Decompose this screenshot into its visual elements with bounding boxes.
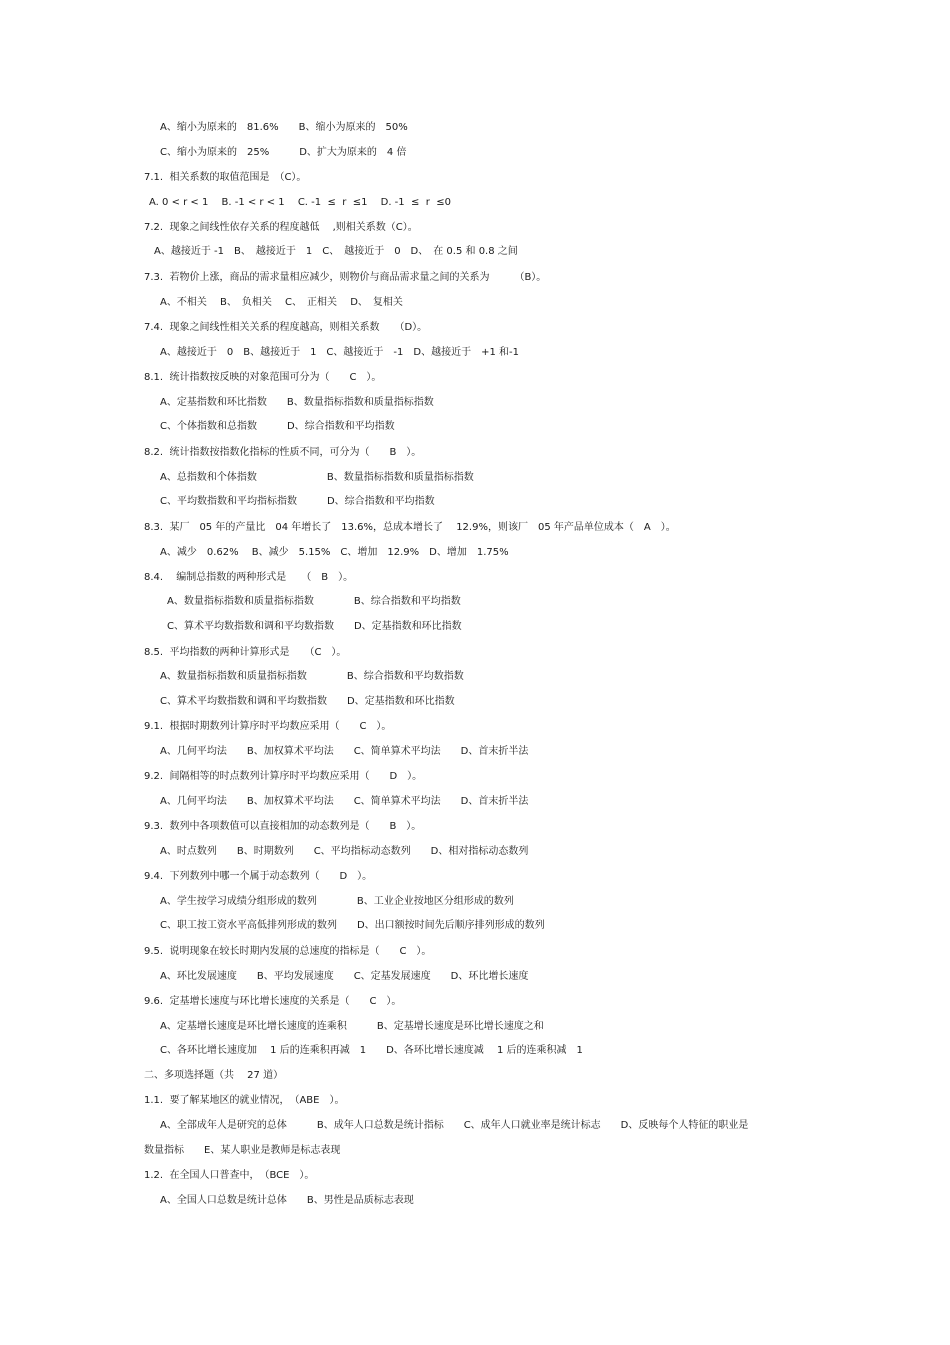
question-line: 8.3. 某厂 05 年的产量比 04 年增长了 13.6%，总成本增长了 12.9%，则该厂 05 年产品单位成本（ A ）。 <box>144 522 676 533</box>
option-line: A、学生按学习成绩分组形成的数列 B、工业企业按地区分组形成的数列 <box>160 896 514 907</box>
option-line: A、全国人口总数是统计总体 B、男性是品质标志表现 <box>160 1195 414 1206</box>
question-line: 9.5. 说明现象在较长时期内发展的总速度的指标是（ C ）。 <box>144 946 432 957</box>
question-line: 7.4. 现象之间线性相关关系的程度越高，则相关系数 （D）。 <box>144 322 428 333</box>
option-line: A、总指数和个体指数 B、数量指标指数和质量指标指数 <box>160 472 474 483</box>
question-line: 9.1. 根据时期数列计算序时平均数应采用（ C ）。 <box>144 721 392 732</box>
option-line: C、职工按工资水平高低排列形成的数列 D、出口额按时间先后顺序排列形成的数列 <box>160 920 545 931</box>
question-line: 7.3. 若物价上涨，商品的需求量相应减少，则物价与商品需求量之间的关系为 （B）。 <box>144 272 547 283</box>
option-line: A. 0 < r < 1 B. -1 < r < 1 C. -1 ≤ r ≤1 D. -1 ≤ r ≤0 <box>149 197 451 208</box>
option-line: A、环比发展速度 B、平均发展速度 C、定基发展速度 D、环比增长速度 <box>160 971 529 982</box>
question-line: 8.1. 统计指数按反映的对象范围可分为（ C ）。 <box>144 372 382 383</box>
question-line: 9.3. 数列中各项数值可以直接相加的动态数列是（ B ）。 <box>144 821 422 832</box>
question-line: 8.4. 编制总指数的两种形式是 （ B ）。 <box>144 572 354 583</box>
question-line: 7.2. 现象之间线性依存关系的程度越低 ,则相关系数（C）。 <box>144 222 418 233</box>
option-line: A、不相关 B、 负相关 C、 正相关 D、 复相关 <box>160 297 403 308</box>
option-line: A、缩小为原来的 81.6% B、缩小为原来的 50% <box>160 122 408 133</box>
option-line: A、定基指数和环比指数 B、数量指标指数和质量指标指数 <box>160 397 434 408</box>
option-line: C、缩小为原来的 25% D、扩大为原来的 4 倍 <box>160 147 407 158</box>
question-line: 8.5. 平均指数的两种计算形式是 （C ）。 <box>144 647 347 658</box>
question-line: 9.6. 定基增长速度与环比增长速度的关系是（ C ）。 <box>144 996 402 1007</box>
question-line: 8.2. 统计指数按指数化指标的性质不同，可分为（ B ）。 <box>144 447 422 458</box>
option-line: C、算术平均数指数和调和平均数指数 D、定基指数和环比指数 <box>167 621 462 632</box>
option-line: A、时点数列 B、时期数列 C、平均指标动态数列 D、相对指标动态数列 <box>160 846 529 857</box>
question-line: 9.4. 下列数列中哪一个属于动态数列（ D ）。 <box>144 871 373 882</box>
question-line: 9.2. 间隔相等的时点数列计算序时平均数应采用（ D ）。 <box>144 771 423 782</box>
option-line: C、算术平均数指数和调和平均数指数 D、定基指数和环比指数 <box>160 696 455 707</box>
option-line: A、全部成年人是研究的总体 B、成年人口总数是统计指标 C、成年人口就业率是统计标志 D、反映每个人特征的职业是 <box>160 1120 749 1131</box>
option-line: A、数量指标指数和质量指标指数 B、综合指数和平均指数 <box>167 596 461 607</box>
option-line: A、越接近于 0 B、越接近于 1 C、越接近于 -1 D、越接近于 +1 和-1 <box>160 347 519 358</box>
option-line: C、平均数指数和平均指标指数 D、综合指数和平均指数 <box>160 496 435 507</box>
option-line: A、减少 0.62% B、减少 5.15% C、增加 12.9% D、增加 1.75% <box>160 547 509 558</box>
question-line: 1.2. 在全国人口普查中， （BCE ）。 <box>144 1170 315 1181</box>
option-line: A、定基增长速度是环比增长速度的连乘积 B、定基增长速度是环比增长速度之和 <box>160 1021 544 1032</box>
option-line: A、数量指标指数和质量指标指数 B、综合指数和平均数指数 <box>160 671 464 682</box>
option-line: A、几何平均法 B、加权算术平均法 C、简单算术平均法 D、首末折半法 <box>160 746 529 757</box>
option-line: 数量指标 E、某人职业是教师是标志表现 <box>144 1145 341 1156</box>
option-line: C、个体指数和总指数 D、综合指数和平均指数 <box>160 421 395 432</box>
option-line: A、几何平均法 B、加权算术平均法 C、简单算术平均法 D、首末折半法 <box>160 796 529 807</box>
question-line: 1.1. 要了解某地区的就业情况， （ABE ）。 <box>144 1095 345 1106</box>
option-line: A、越接近于 -1 B、 越接近于 1 C、 越接近于 0 D、 在 0.5 和 0.8 之间 <box>154 246 518 257</box>
section-heading: 二、多项选择题（共 27 道） <box>144 1070 284 1081</box>
question-line: 7.1. 相关系数的取值范围是 （C）。 <box>144 172 307 183</box>
option-line: C、各环比增长速度加 1 后的连乘积再减 1 D、各环比增长速度减 1 后的连乘积减 1 <box>160 1045 583 1056</box>
